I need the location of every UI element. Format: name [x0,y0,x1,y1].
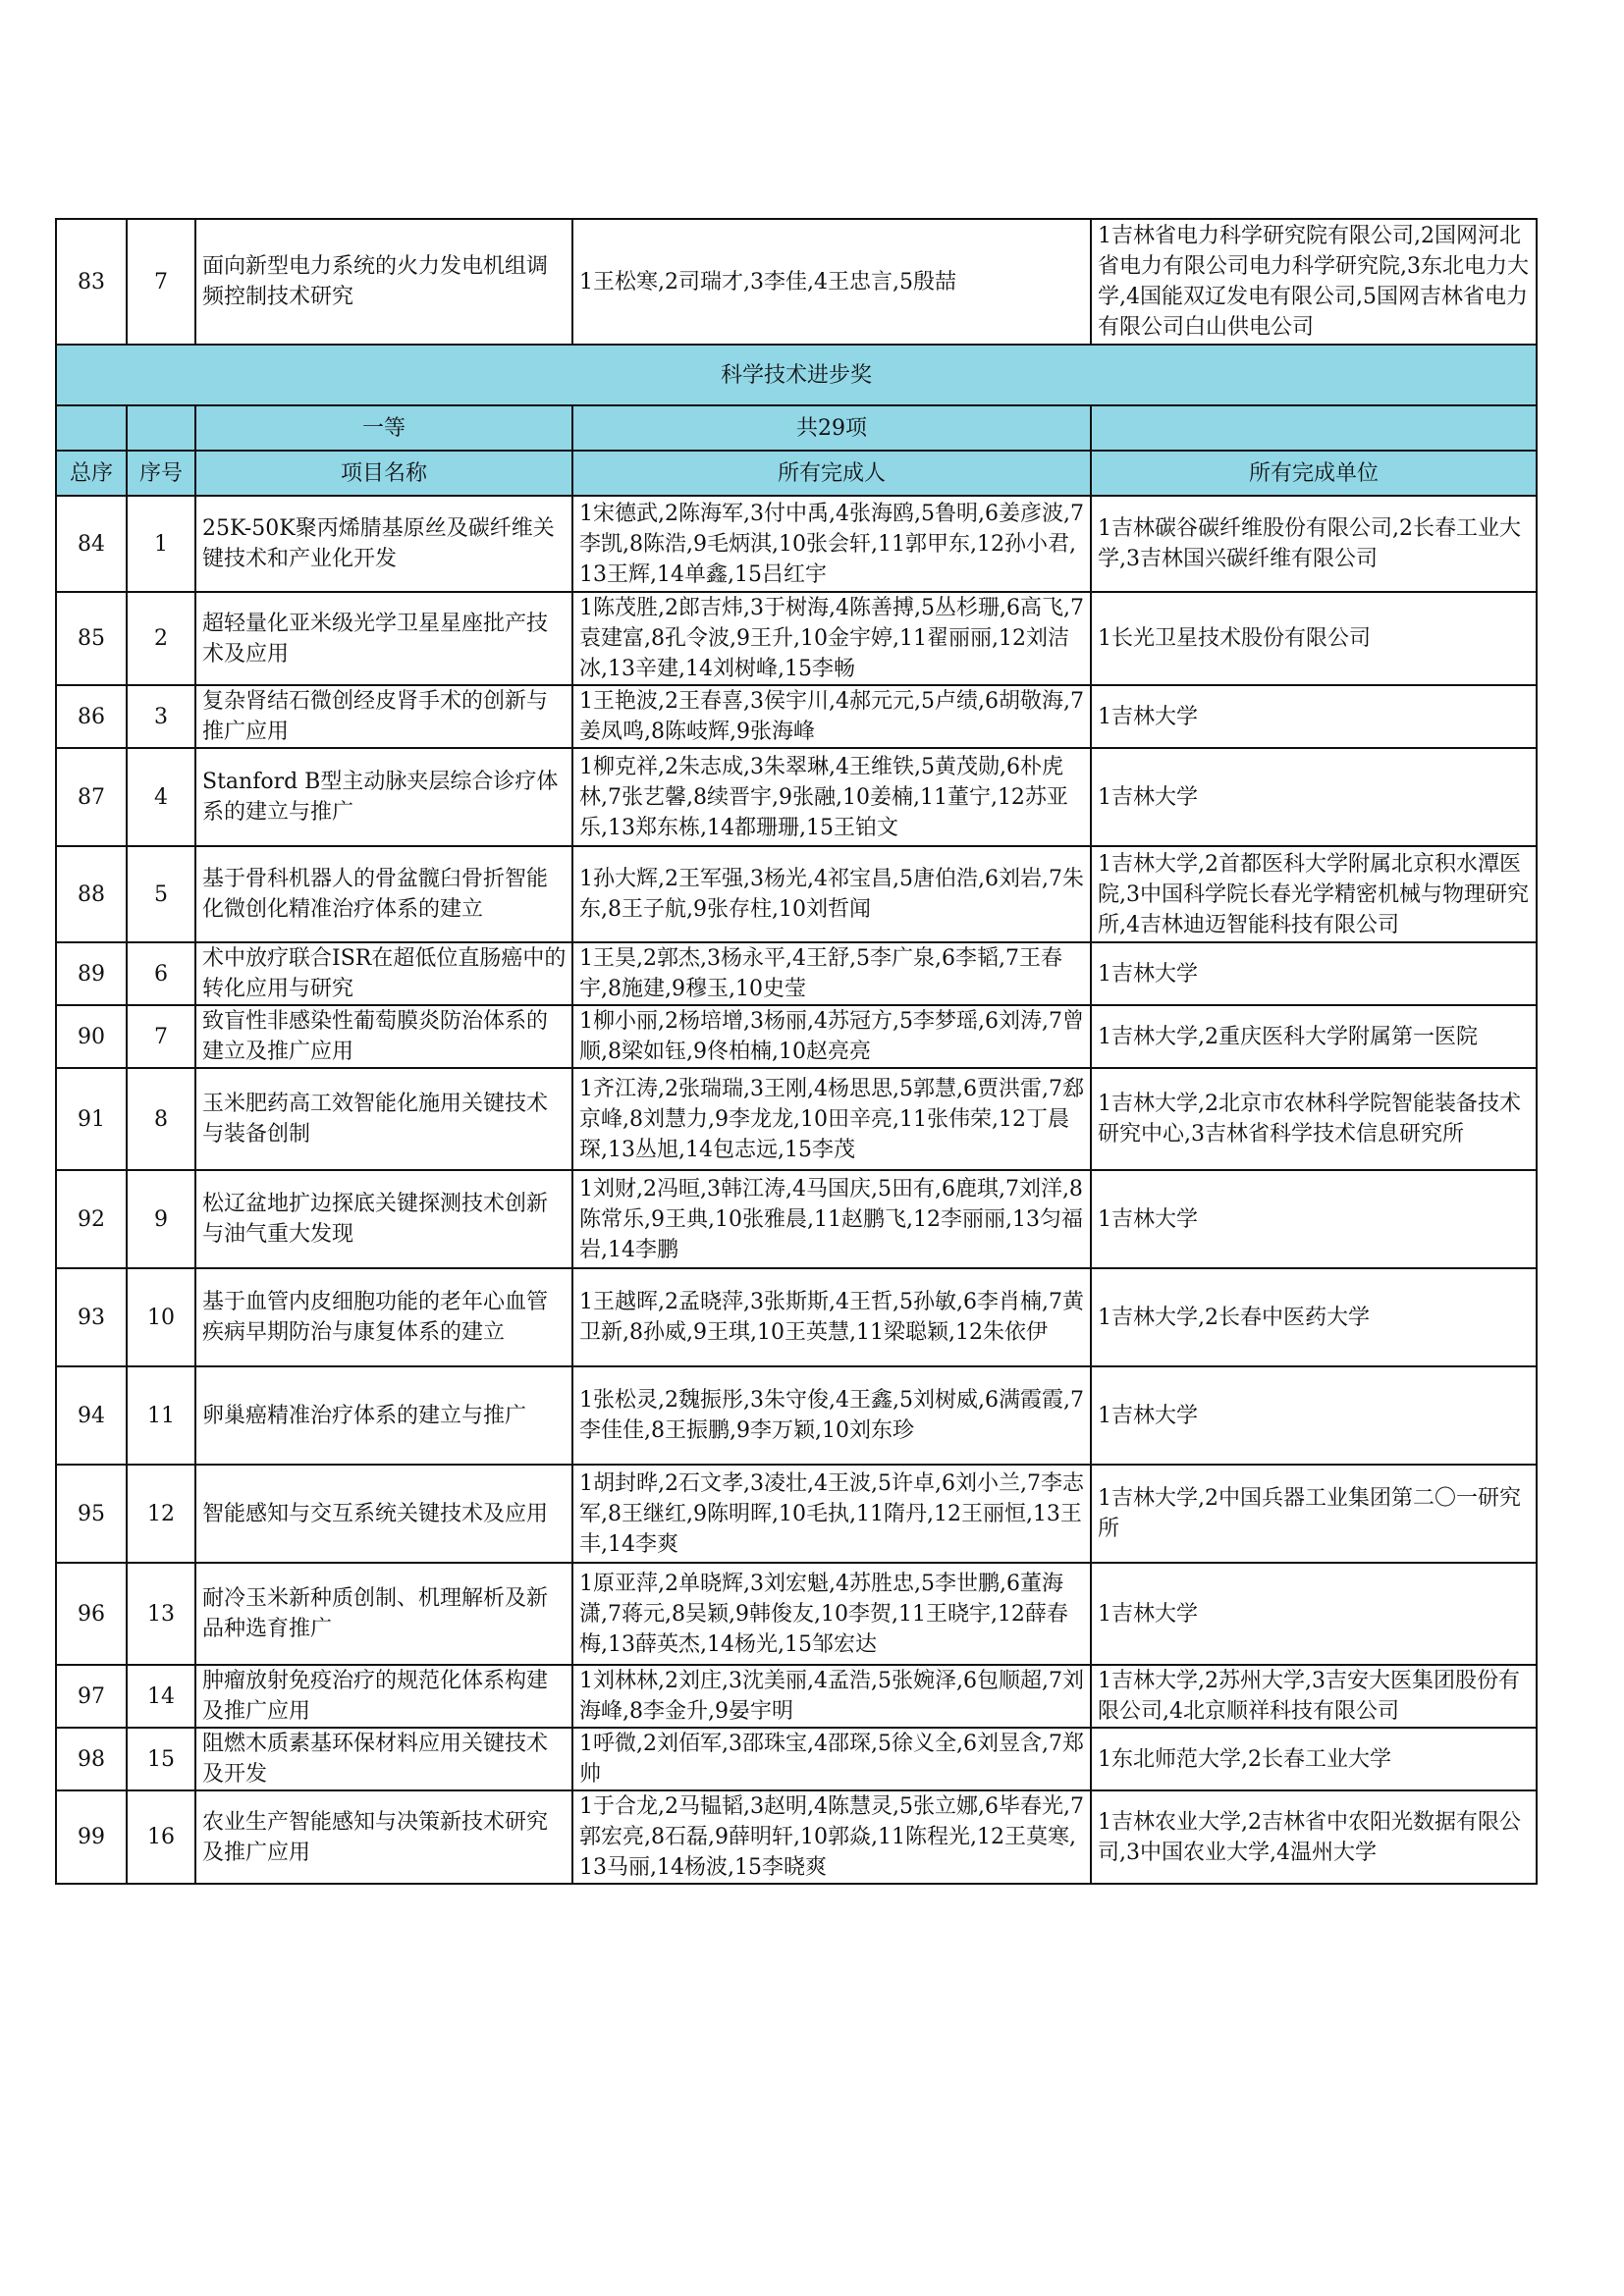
total-index-cell: 94 [56,1366,127,1465]
project-name-cell: Stanford B型主动脉夹层综合诊疗体系的建立与推广 [195,748,572,846]
total-index-cell: 91 [56,1068,127,1170]
seq-index-cell: 10 [127,1268,195,1366]
people-cell: 1于合龙,2马韫韬,3赵明,4陈慧灵,5张立娜,6毕春光,7郭宏亮,8石磊,9薛明轩,10郭焱,11陈程光,12王莫寒,13马丽,14杨波,15李晓爽 [572,1790,1091,1884]
units-cell: 1吉林大学,2北京市农林科学院智能装备技术研究中心,3吉林省科学技术信息研究所 [1091,1068,1537,1170]
seq-index-cell: 13 [127,1563,195,1665]
project-name-cell: 松辽盆地扩边探底关键探测技术创新与油气重大发现 [195,1170,572,1268]
people-cell: 1王松寒,2司瑞才,3李佳,4王忠言,5殷喆 [572,219,1091,345]
column-header-row [56,451,1537,496]
people-cell: 1齐江涛,2张瑞瑞,3王刚,4杨思思,5郭慧,6贾洪雷,7郄京峰,8刘慧力,9李龙龙,10田辛亮,11张伟荣,12丁晨琛,13丛旭,14包志远,15李茂 [572,1068,1091,1170]
seq-index-cell: 5 [127,846,195,942]
project-name-cell: 复杂肾结石微创经皮肾手术的创新与推广应用 [195,685,572,748]
awards-table [55,218,1538,1885]
grade-blank-cell [56,405,127,451]
project-name-cell: 智能感知与交互系统关键技术及应用 [195,1465,572,1563]
seq-index-cell: 11 [127,1366,195,1465]
table-row [56,1366,1537,1465]
grade-label: 一等 [195,405,572,451]
units-cell: 1吉林大学 [1091,1170,1537,1268]
project-name-cell: 致盲性非感染性葡萄膜炎防治体系的建立及推广应用 [195,1005,572,1068]
grade-blank-cell [1091,405,1537,451]
table-row [56,1563,1537,1665]
seq-index-cell: 8 [127,1068,195,1170]
seq-index-cell: 6 [127,942,195,1005]
total-index-cell: 99 [56,1790,127,1884]
units-cell: 1吉林农业大学,2吉林省中农阳光数据有限公司,3中国农业大学,4温州大学 [1091,1790,1537,1884]
total-index-cell: 89 [56,942,127,1005]
total-index-cell: 84 [56,496,127,592]
header-total-index: 总序 [56,451,127,496]
section-title: 科学技术进步奖 [56,345,1537,405]
units-cell: 1吉林大学 [1091,1563,1537,1665]
units-cell: 1吉林大学,2重庆医科大学附属第一医院 [1091,1005,1537,1068]
units-cell: 1吉林大学,2首都医科大学附属北京积水潭医院,3中国科学院长春光学精密机械与物理研究所,4吉林迪迈智能科技有限公司 [1091,846,1537,942]
units-cell: 1吉林大学 [1091,685,1537,748]
seq-index-cell: 7 [127,219,195,345]
people-cell: 1柳克祥,2朱志成,3朱翠琳,4王维铁,5黄茂勋,6朴虎林,7张艺馨,8续晋宇,9张融,10姜楠,11董宁,12苏亚乐,13郑东栋,14都珊珊,15王铂文 [572,748,1091,846]
header-seq-index: 序号 [127,451,195,496]
total-index-cell: 88 [56,846,127,942]
table-row [56,1728,1537,1790]
people-cell: 1宋德武,2陈海军,3付中禹,4张海鸥,5鲁明,6姜彦波,7李凯,8陈浩,9毛炳淇,10张会轩,11郭甲东,12孙小君,13王辉,14单鑫,15吕红宇 [572,496,1091,592]
seq-index-cell: 2 [127,592,195,685]
people-cell: 1胡封晔,2石文孝,3凌壮,4王波,5许卓,6刘小兰,7李志军,8王继红,9陈明晖,10毛执,11隋丹,12王丽恒,13王丰,14李爽 [572,1465,1091,1563]
project-name-cell: 玉米肥药高工效智能化施用关键技术与装备创制 [195,1068,572,1170]
seq-index-cell: 16 [127,1790,195,1884]
table-row [56,1790,1537,1884]
people-cell: 1王越晖,2孟晓萍,3张斯斯,4王哲,5孙敏,6李肖楠,7黄卫新,8孙威,9王琪,10王英慧,11梁聪颖,12朱依伊 [572,1268,1091,1366]
total-index-cell: 96 [56,1563,127,1665]
project-name-cell: 超轻量化亚米级光学卫星星座批产技术及应用 [195,592,572,685]
people-cell: 1孙大辉,2王军强,3杨光,4祁宝昌,5唐伯浩,6刘岩,7朱东,8王子航,9张存柱,10刘哲闻 [572,846,1091,942]
project-name-cell: 基于骨科机器人的骨盆髋臼骨折智能化微创化精准治疗体系的建立 [195,846,572,942]
total-index-cell: 93 [56,1268,127,1366]
seq-index-cell: 9 [127,1170,195,1268]
project-name-cell: 基于血管内皮细胞功能的老年心血管疾病早期防治与康复体系的建立 [195,1268,572,1366]
seq-index-cell: 4 [127,748,195,846]
people-cell: 1柳小丽,2杨培增,3杨丽,4苏冠方,5李梦瑶,6刘涛,7曾顺,8梁如钰,9佟柏楠,10赵亮亮 [572,1005,1091,1068]
units-cell: 1长光卫星技术股份有限公司 [1091,592,1537,685]
table-row [56,1665,1537,1728]
units-cell: 1吉林省电力科学研究院有限公司,2国网河北省电力有限公司电力科学研究院,3东北电力大学,4国能双辽发电有限公司,5国网吉林省电力有限公司白山供电公司 [1091,219,1537,345]
seq-index-cell: 14 [127,1665,195,1728]
units-cell: 1吉林大学 [1091,1366,1537,1465]
seq-index-cell: 7 [127,1005,195,1068]
people-cell: 1王昊,2郭杰,3杨永平,4王舒,5李广泉,6李韬,7王春宇,8施建,9穆玉,10史莹 [572,942,1091,1005]
project-name-cell: 卵巢癌精准治疗体系的建立与推广 [195,1366,572,1465]
header-people: 所有完成人 [572,451,1091,496]
seq-index-cell: 15 [127,1728,195,1790]
table-row [56,1170,1537,1268]
table-row [56,685,1537,748]
header-project-name: 项目名称 [195,451,572,496]
units-cell: 1吉林大学,2长春中医药大学 [1091,1268,1537,1366]
project-name-cell: 农业生产智能感知与决策新技术研究及推广应用 [195,1790,572,1884]
grade-blank-cell [127,405,195,451]
total-index-cell: 97 [56,1665,127,1728]
total-index-cell: 98 [56,1728,127,1790]
units-cell: 1吉林大学,2中国兵器工业集团第二〇一研究所 [1091,1465,1537,1563]
units-cell: 1吉林大学 [1091,942,1537,1005]
people-cell: 1原亚萍,2单晓辉,3刘宏魁,4苏胜忠,5李世鹏,6董海潇,7蒋元,8吴颖,9韩俊友,10李贺,11王晓宇,12薛春梅,13薛英杰,14杨光,15邹宏达 [572,1563,1091,1665]
seq-index-cell: 1 [127,496,195,592]
table-row [56,592,1537,685]
people-cell: 1张松灵,2魏振彤,3朱守俊,4王鑫,5刘树威,6满霞霞,7李佳佳,8王振鹏,9李万颖,10刘东珍 [572,1366,1091,1465]
table-row [56,496,1537,592]
seq-index-cell: 12 [127,1465,195,1563]
people-cell: 1呼微,2刘佰军,3邵珠宝,4邵琛,5徐义全,6刘昱含,7郑帅 [572,1728,1091,1790]
seq-index-cell: 3 [127,685,195,748]
project-name-cell: 肿瘤放射免疫治疗的规范化体系构建及推广应用 [195,1665,572,1728]
header-units: 所有完成单位 [1091,451,1537,496]
table-row [56,748,1537,846]
table-row [56,219,1537,345]
units-cell: 1吉林碳谷碳纤维股份有限公司,2长春工业大学,3吉林国兴碳纤维有限公司 [1091,496,1537,592]
grade-row [56,405,1537,451]
table-row [56,1268,1537,1366]
table-row [56,1465,1537,1563]
table-row [56,1005,1537,1068]
total-index-cell: 86 [56,685,127,748]
people-cell: 1刘林林,2刘庄,3沈美丽,4孟浩,5张婉泽,6包顺超,7刘海峰,8李金升,9晏宇明 [572,1665,1091,1728]
units-cell: 1东北师范大学,2长春工业大学 [1091,1728,1537,1790]
people-cell: 1陈茂胜,2郎吉炜,3于树海,4陈善搏,5丛杉珊,6高飞,7袁建富,8孔令波,9王升,10金宇婷,11翟丽丽,12刘洁冰,13辛建,14刘树峰,15李畅 [572,592,1091,685]
table-row [56,942,1537,1005]
total-index-cell: 85 [56,592,127,685]
people-cell: 1王艳波,2王春喜,3侯宇川,4郝元元,5卢绩,6胡敬海,7姜凤鸣,8陈岐辉,9张海峰 [572,685,1091,748]
total-index-cell: 92 [56,1170,127,1268]
project-name-cell: 阻燃木质素基环保材料应用关键技术及开发 [195,1728,572,1790]
project-name-cell: 25K-50K聚丙烯腈基原丝及碳纤维关键技术和产业化开发 [195,496,572,592]
total-index-cell: 95 [56,1465,127,1563]
people-cell: 1刘财,2冯晅,3韩江涛,4马国庆,5田有,6鹿琪,7刘洋,8陈常乐,9王典,10张雅晨,11赵鹏飞,12李丽丽,13匀福岩,14李鹏 [572,1170,1091,1268]
grade-count: 共29项 [572,405,1091,451]
section-title-row [56,345,1537,405]
table-row [56,1068,1537,1170]
units-cell: 1吉林大学 [1091,748,1537,846]
total-index-cell: 83 [56,219,127,345]
table-row [56,846,1537,942]
total-index-cell: 90 [56,1005,127,1068]
project-name-cell: 术中放疗联合ISR在超低位直肠癌中的转化应用与研究 [195,942,572,1005]
project-name-cell: 耐冷玉米新种质创制、机理解析及新品种选育推广 [195,1563,572,1665]
total-index-cell: 87 [56,748,127,846]
project-name-cell: 面向新型电力系统的火力发电机组调频控制技术研究 [195,219,572,345]
units-cell: 1吉林大学,2苏州大学,3吉安大医集团股份有限公司,4北京顺祥科技有限公司 [1091,1665,1537,1728]
